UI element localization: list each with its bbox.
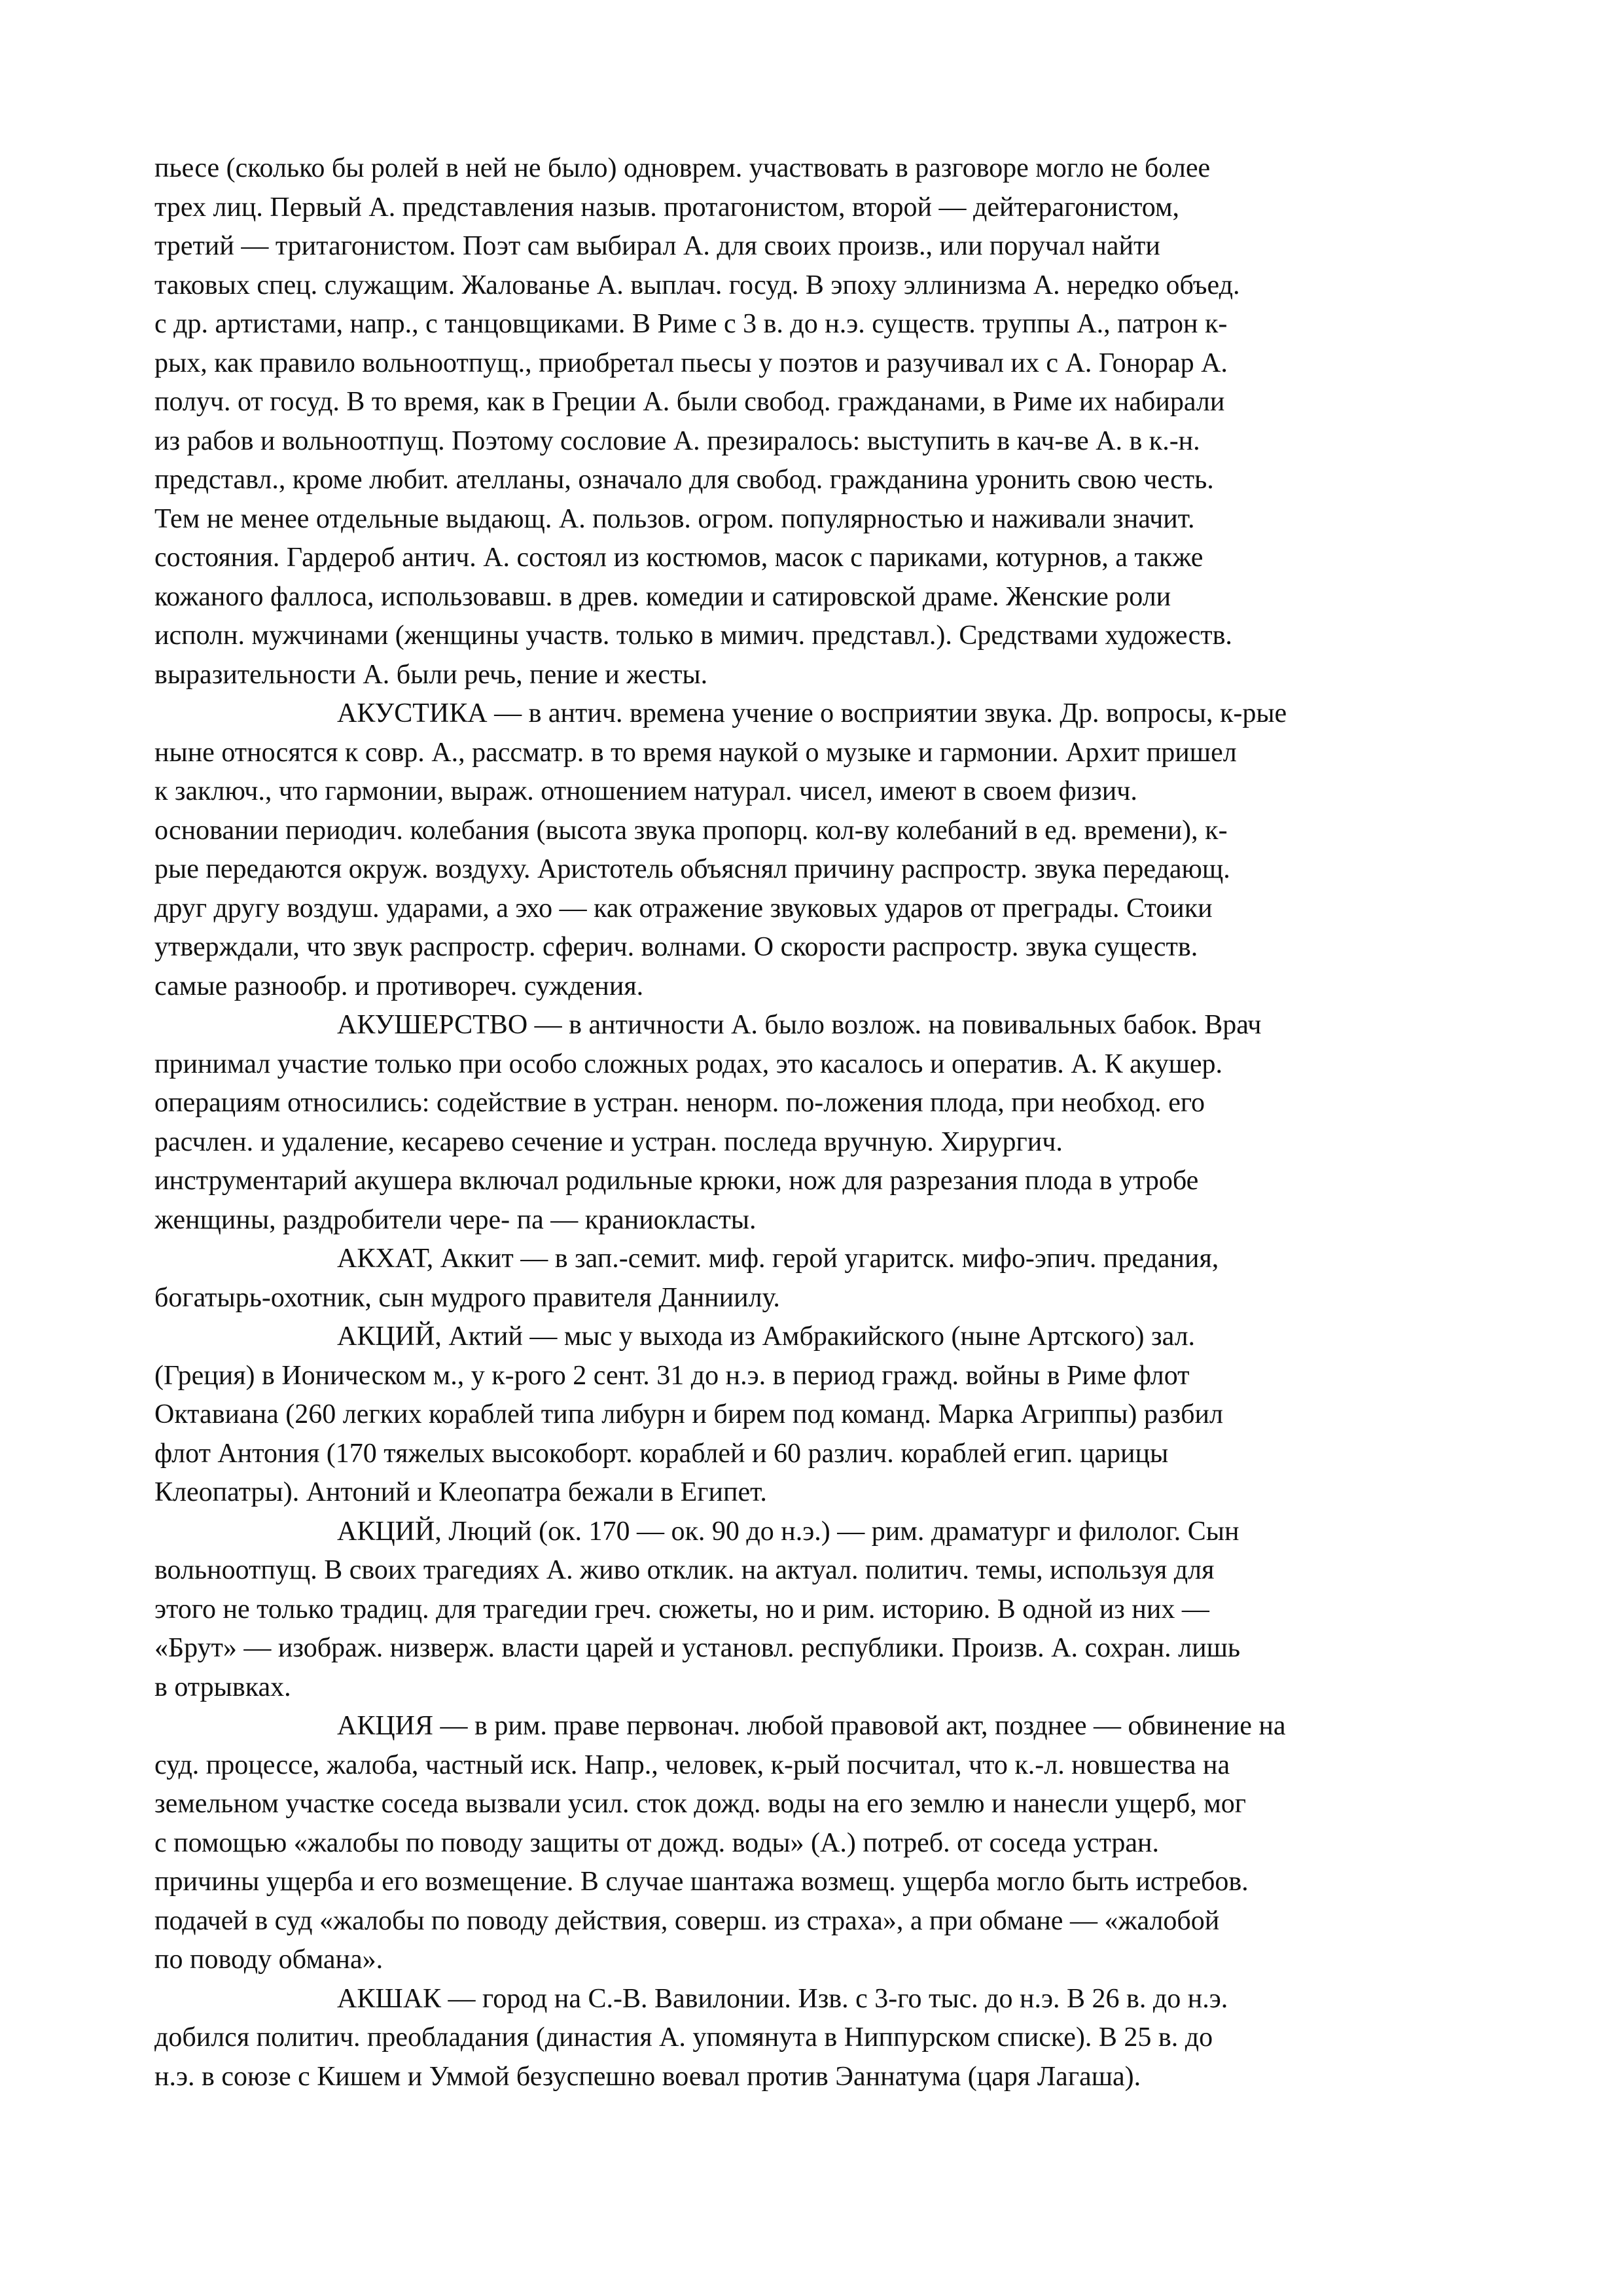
text-line: Октавиана (260 легких кораблей типа либурн и бирем под команд. Марка Агриппы) разбил [154,1399,1223,1429]
text-line: принимал участие только при особо сложных родах, это касалось и оператив. А. К акушер. [154,1049,1223,1079]
text-line: Тем не менее отдельные выдающ. А. пользов. огром. популярностью и наживали значит. [154,503,1195,534]
text-line: утверждали, что звук распростр. сферич. волнами. О скорости распростр. звука существ. [154,932,1198,962]
entry-first-line: АКУШЕРСТВО — в античности А. было возлож. на повивальных бабок. Врач [337,1010,1262,1040]
text-line: причины ущерба и его возмещение. В случае шантажа возмещ. ущерба могло быть истребов. [154,1867,1249,1897]
entry-akciy-lyuciy [154,1513,1470,1708]
text-line: подачей в суд «жалобы по поводу действия, соверш. из страха», а при обмане — «жалобой [154,1905,1220,1936]
text-line: операциям относились: содействие в устран. ненорм. по-ложения плода, при необход. его [154,1088,1205,1118]
text-line: рых, как правило вольноотпущ., приобретал пьесы у поэтов и разучивал их с А. Гонорар А. [154,348,1228,378]
entry-first-line: АКЦИЯ — в рим. праве первонач. любой правовой акт, позднее — обвинение на [337,1711,1286,1741]
document-page [154,149,1470,2096]
text-line: основании периодич. колебания (высота звука пропорц. кол-ву колебаний в ед. времени), к- [154,815,1228,846]
text-line: этого не только традиц. для трагедии греч. сюжеты, но и рим. историю. В одной из них — [154,1594,1209,1624]
entry-first-line: АКШАК — город на С.-В. Вавилонии. Изв. с 3-го тыс. до н.э. В 26 в. до н.э. [337,1983,1228,2014]
text-line: таковых спец. служащим. Жалованье А. выплач. госуд. В эпоху эллинизма А. нередко объед. [154,270,1240,300]
text-line: трех лиц. Первый А. представления назыв. протагонистом, второй — дейтерагонистом, [154,192,1180,223]
text-line: исполн. мужчинами (женщины участв. только в мимич. представл.). Средствами художеств. [154,620,1232,651]
text-line: кожаного фаллоса, использовавш. в древ. комедии и сатировской драме. Женские роли [154,581,1171,612]
text-line: суд. процессе, жалоба, частный иск. Напр., человек, к-рый посчитал, что к.-л. новшества на [154,1749,1230,1780]
text-line: выразительности А. были речь, пение и жесты. [154,659,708,690]
text-line: с помощью «жалобы по поводу защиты от дожд. воды» (А.) потреб. от соседа устран. [154,1827,1160,1858]
text-line: в отрывках. [154,1672,291,1702]
text-line: представл., кроме любит. ателланы, означало для свобод. гражданина уронить свою честь. [154,465,1214,495]
text-line: (Греция) в Ионическом м., у к-рого 2 сент. 31 до н.э. в период гражд. войны в Риме флот [154,1360,1190,1391]
text-line: вольноотпущ. В своих трагедиях А. живо отклик. на актуал. политич. темы, используя для [154,1555,1215,1585]
text-line: рые передаются окруж. воздуху. Аристотель объяснял причину распростр. звука передающ. [154,854,1230,884]
text-line: инструментарий акушера включал родильные крюки, нож для разрезания плода в утробе [154,1166,1199,1196]
text-line: Клеопатры). Антоний и Клеопатра бежали в Египет. [154,1477,767,1507]
text-line: богатырь-охотник, сын мудрого правителя Данниилу. [154,1282,780,1313]
text-line: к заключ., что гармонии, выраж. отношением натурал. чисел, имеют в своем физич. [154,776,1137,806]
text-line: из рабов и вольноотпущ. Поэтому сословие А. презиралось: выступить в кач-ве А. в к.-н. [154,425,1200,456]
text-line: ныне относятся к совр. А., рассматр. в то время наукой о музыке и гармонии. Архит пришел [154,737,1237,768]
text-line: получ. от госуд. В то время, как в Греции А. были свобод. гражданами, в Риме их набирали [154,387,1225,417]
text-line: расчлен. и удаление, кесарево сечение и устран. последа вручную. Хирургич. [154,1126,1063,1157]
text-line: женщины, раздробители чере- па — краниокласты. [154,1204,757,1235]
entry-akhat [154,1240,1470,1318]
entry-akshak [154,1980,1470,2097]
text-line: по поводу обмана». [154,1945,383,1975]
text-line: друг другу воздуш. ударами, а эхо — как отражение звуковых ударов от преграды. Стоики [154,893,1213,924]
text-line: флот Антония (170 тяжелых высокоборт. кораблей и 60 различ. кораблей егип. царицы [154,1438,1169,1469]
text-line: добился политич. преобладания (династия А. упомянута в Ниппурском списке). В 25 в. до [154,2022,1213,2053]
entry-akustika [154,694,1470,1006]
entry-akciya [154,1707,1470,1980]
text-line: земельном участке соседа вызвали усил. сток дожд. воды на его землю и нанесли ущерб, мог [154,1789,1247,1819]
entry-first-line: АКУСТИКА — в антич. времена учение о восприятии звука. Др. вопросы, к-рые [337,698,1287,728]
text-line: с др. артистами, напр., с танцовщиками. В Риме с 3 в. до н.э. существ. труппы А., патрон к- [154,309,1228,339]
text-line: «Брут» — изображ. низверж. власти царей и установл. республики. Произв. А. сохран. лишь [154,1633,1241,1663]
text-line: третий — тритагонистом. Поэт сам выбирал А. для своих произв., или поручал найти [154,231,1160,261]
entry-first-line: АКЦИЙ, Актий — мыс у выхода из Амбракийского (ныне Артского) зал. [337,1321,1196,1352]
paragraph-akter-continuation [154,149,1470,694]
text-line: самые разнообр. и противореч. суждения. [154,971,644,1001]
text-line: н.э. в союзе с Кишем и Уммой безуспешно воевал против Эаннатума (царя Лагаша). [154,2061,1141,2092]
entry-first-line: АКХАТ, Аккит — в зап.-семит. миф. герой угаритск. мифо-эпич. предания, [337,1244,1219,1274]
entry-akusherstvo [154,1006,1470,1240]
entry-akciy-mys [154,1318,1470,1513]
text-line: состояния. Гардероб антич. А. состоял из костюмов, масок с париками, котурнов, а также [154,543,1204,573]
text-line: пьесе (сколько бы ролей в ней не было) одноврем. участвовать в разговоре могло не более [154,153,1211,183]
entry-first-line: АКЦИЙ, Люций (ок. 170 — ок. 90 до н.э.) — рим. драматург и филолог. Сын [337,1516,1240,1547]
